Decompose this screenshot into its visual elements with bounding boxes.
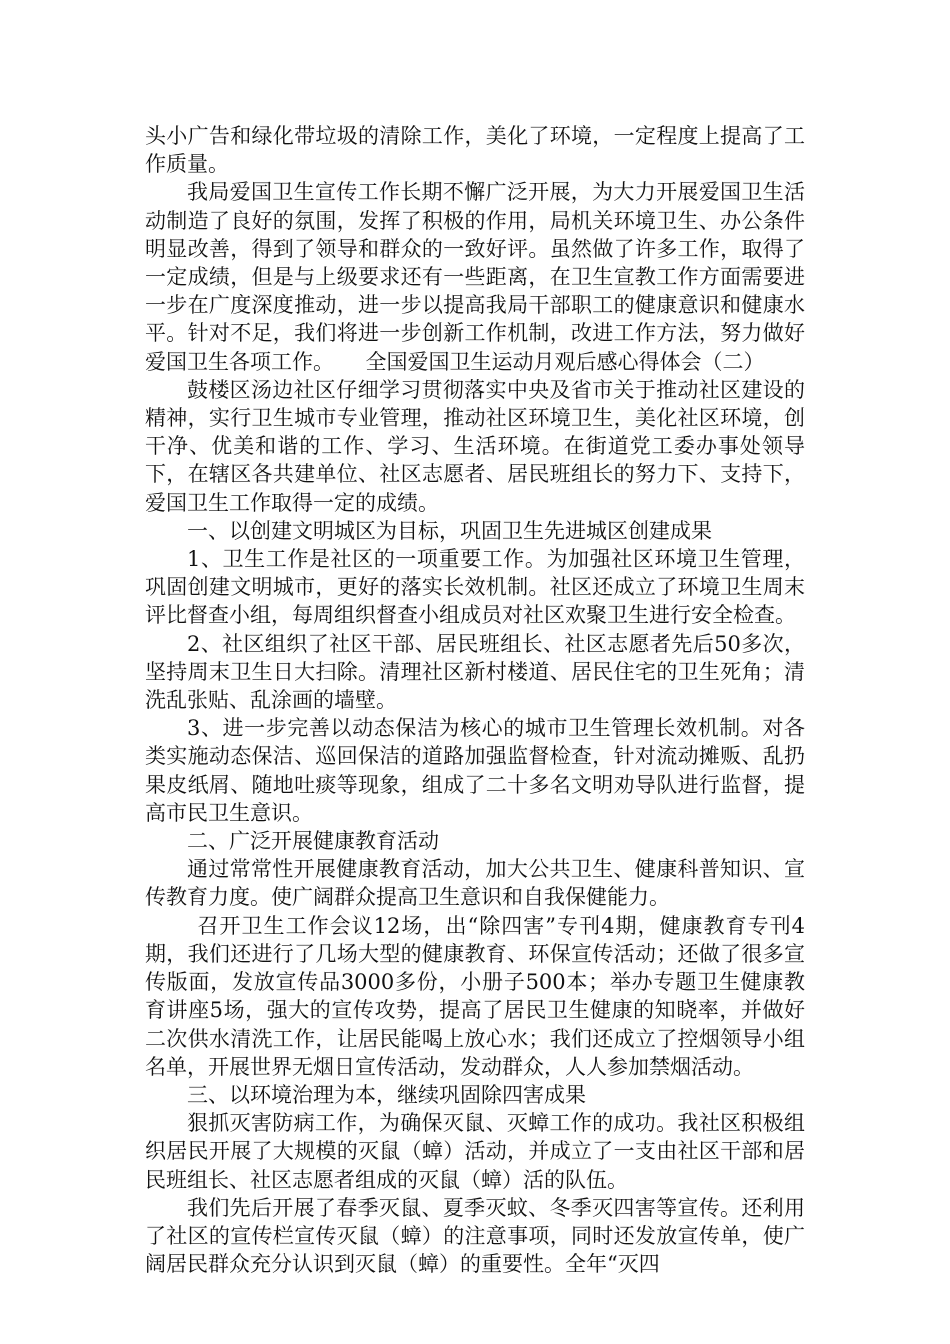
- document-body: [145, 122, 805, 1278]
- paragraph: 3、进一步完善以动态保洁为核心的城市卫生管理长效机制。对各类实施动态保洁、巡回保洁的道路加强监督检查，针对流动摊贩、乱扔果皮纸屑、随地吐痰等现象，组成了二十多名文明劝导队进行监督，提高市民卫生意识。: [145, 716, 805, 825]
- paragraph: 我局爱国卫生宣传工作长期不懈广泛开展，为大力开展爱国卫生活动制造了良好的氛围，发挥了积极的作用，局机关环境卫生、办公条件明显改善，得到了领导和群众的一致好评。虽然做了许多工作，取得了一定成绩，但是与上级要求还有一些距离，在卫生宣教工作方面需要进一步在广度深度推动，进一步以提高我局干部职工的健康意识和健康水平。针对不足，我们将进一步创新工作机制，改进工作方法，努力做好爱国卫生各项工作。 全国爱国卫生运动月观后感心得体会（二）: [145, 180, 805, 374]
- paragraph: 我们先后开展了春季灭鼠、夏季灭蚊、冬季灭四害等宣传。还利用了社区的宣传栏宣传灭鼠（蟑）的注意事项，同时还发放宣传单，使广阔居民群众充分认识到灭鼠（蟑）的重要性。全年“灭四: [145, 1195, 805, 1277]
- paragraph: 通过常常性开展健康教育活动，加大公共卫生、健康科普知识、宣传教育力度。使广阔群众提高卫生意识和自我保健能力。: [145, 857, 805, 910]
- paragraph: 1、卫生工作是社区的一项重要工作。为加强社区环境卫生管理，巩固创建文明城市，更好的落实长效机制。社区还成立了环境卫生周末评比督查小组，每周组织督查小组成员对社区欢聚卫生进行安全检查。: [145, 547, 805, 628]
- paragraph: 2、社区组织了社区干部、居民班组长、社区志愿者先后50多次，坚持周末卫生日大扫除。清理社区新村楼道、居民住宅的卫生死角；清洗乱张贴、乱涂画的墙壁。: [145, 631, 805, 713]
- paragraph: 狠抓灭害防病工作，为确保灭鼠、灭蟑工作的成功。我社区积极组织居民开展了大规模的灭鼠（蟑）活动，并成立了一支由社区干部和居民班组长、社区志愿者组成的灭鼠（蟑）活的队伍。: [145, 1111, 805, 1192]
- paragraph: 鼓楼区汤边社区仔细学习贯彻落实中央及省市关于推动社区建设的精神，实行卫生城市专业管理，推动社区环境卫生，美化社区环境，创干净、优美和谐的工作、学习、生活环境。在街道党工委办事处领导下，在辖区各共建单位、社区志愿者、居民班组长的努力下、支持下，爱国卫生工作取得一定的成绩。: [145, 377, 805, 515]
- section-heading: 一、以创建文明城区为目标，巩固卫生先进城区创建成果: [187, 518, 712, 543]
- paragraph: 召开卫生工作会议12场，出“除四害”专刊4期，健康教育专刊4期，我们还进行了几场大型的健康教育、环保宣传活动；还做了很多宣传版面，发放宣传品3000多份，小册子500本；举办专题卫生健康教育讲座5场，强大的宣传攻势，提高了居民卫生健康的知晓率，并做好二次供水清洗工作，让居民能喝上放心水；我们还成立了控烟领导小组名单，开展世界无烟日宣传活动，发动群众，人人参加禁烟活动。: [145, 913, 805, 1079]
- section-heading: 二、广泛开展健康教育活动: [187, 829, 439, 854]
- paragraph: 头小广告和绿化带垃圾的清除工作，美化了环境，一定程度上提高了工作质量。: [145, 124, 805, 177]
- section-heading: 三、以环境治理为本，继续巩固除四害成果: [187, 1082, 586, 1107]
